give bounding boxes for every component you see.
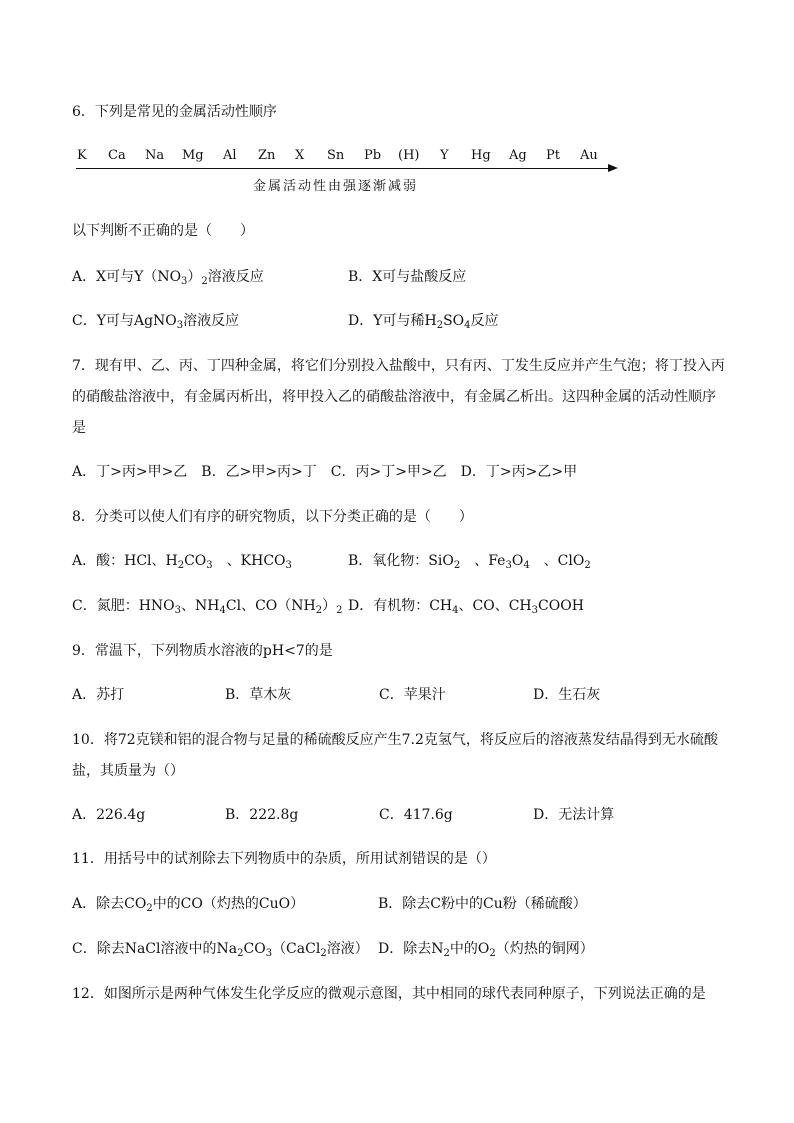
- q6-stem: 6．下列是常见的金属活动性顺序: [72, 104, 277, 120]
- q7-options: A．丁>丙>甲>乙 B．乙>甲>丙>丁 C．丙>丁>甲>乙 D．丁>丙>乙>甲: [72, 464, 578, 480]
- q6-option-a: A．X可与$Y(NO_3)_2$溶液反应: [72, 269, 264, 287]
- series-item: Al: [223, 148, 237, 163]
- series-item: Mg: [182, 148, 204, 163]
- q7-line-1: 7．现有甲、乙、丙、丁四种金属，将它们分别投入盐酸中，只有丙、丁发生反应并产生气泡；将丁投入丙: [72, 358, 725, 374]
- q11-option-d: D．除去$N_2$中的$O_2$（灼热的铜网）: [378, 941, 594, 959]
- series-item: Ca: [108, 148, 126, 163]
- arrow-label: 金属活动性由强逐渐减弱: [253, 179, 419, 194]
- q11-option-b: B．除去C粉中的Cu粉（稀硫酸）: [378, 896, 587, 912]
- activity-series: [0, 148, 794, 168]
- q9-option-a: A．苏打: [72, 687, 125, 703]
- q11-option-c: C．除去NaCl溶液中的$Na_2CO_3(CaCl_2$溶液）: [72, 941, 369, 959]
- q8-option-b: B．氧化物：SiO$_2$ 、$Fe_3O_4$ 、ClO$_2$: [348, 553, 591, 571]
- q8-option-a: A．酸：HCl、$H_2CO_3$ 、$KHCO_3$: [72, 553, 292, 571]
- series-item: Au: [580, 148, 598, 163]
- q8-option-c: C．氮肥：$HNO_3$、$NH_4Cl$、$CO(NH_2)_2$: [72, 598, 343, 616]
- q7-line-3: 是: [72, 420, 86, 436]
- q6-option-d: D．Y可与稀$H_2SO_4$反应: [348, 313, 499, 331]
- series-item: K: [77, 148, 87, 163]
- q10-option-d: D．无法计算: [533, 807, 615, 823]
- series-item: Pb: [364, 148, 382, 163]
- series-item: Hg: [471, 148, 491, 163]
- series-item: Pt: [546, 148, 560, 163]
- series-item: Y: [440, 148, 449, 163]
- q10-line-1: 10．将72克镁和铝的混合物与足量的稀硫酸反应产生7.2克氢气，将反应后的溶液蒸发结晶得到无水硫酸: [72, 732, 718, 748]
- q7-line-2: 的硝酸盐溶液中，有金属丙析出，将甲投入乙的硝酸盐溶液中，有金属乙析出。这四种金属的活动性顺序: [72, 389, 716, 405]
- q6-option-c: C．Y可与AgNO$_3$溶液反应: [72, 313, 240, 331]
- series-item: X: [295, 148, 305, 163]
- q8-stem: 8．分类可以使人们有序的研究物质，以下分类正确的是（ ）: [72, 509, 473, 525]
- series-item: Sn: [327, 148, 345, 163]
- q9-stem: 9．常温下，下列物质水溶液的pH<7的是: [72, 643, 333, 659]
- series-item: Zn: [258, 148, 276, 163]
- q8-option-d: D．有机物：$CH_4$、CO、$CH_3COOH$: [348, 598, 584, 616]
- series-item: (H): [398, 148, 420, 163]
- q9-option-d: D．生石灰: [533, 687, 601, 703]
- q10-line-2: 盐，其质量为（）: [72, 763, 184, 779]
- q11-option-a: A．除去$CO_2$中的CO（灼热的CuO）: [72, 896, 305, 914]
- q10-option-c: C．417.6g: [379, 807, 453, 823]
- q12-stem: 12．如图所示是两种气体发生化学反应的微观示意图，其中相同的球代表同种原子，下列说法正确的是: [72, 986, 706, 1002]
- q6-option-b: B．X可与盐酸反应: [348, 269, 467, 285]
- q9-option-b: B．草木灰: [225, 687, 292, 703]
- series-item: Na: [145, 148, 165, 163]
- arrow-line: [76, 168, 610, 169]
- q10-option-b: B．222.8g: [225, 807, 299, 823]
- arrow-head-icon: [608, 164, 618, 172]
- series-item: Ag: [509, 148, 527, 163]
- q6-prompt: 以下判断不正确的是（ ）: [72, 223, 254, 239]
- q11-stem: 11．用括号中的试剂除去下列物质中的杂质，所用试剂错误的是（）: [72, 851, 496, 867]
- q10-option-a: A．226.4g: [72, 807, 146, 823]
- q9-option-c: C．苹果汁: [379, 687, 446, 703]
